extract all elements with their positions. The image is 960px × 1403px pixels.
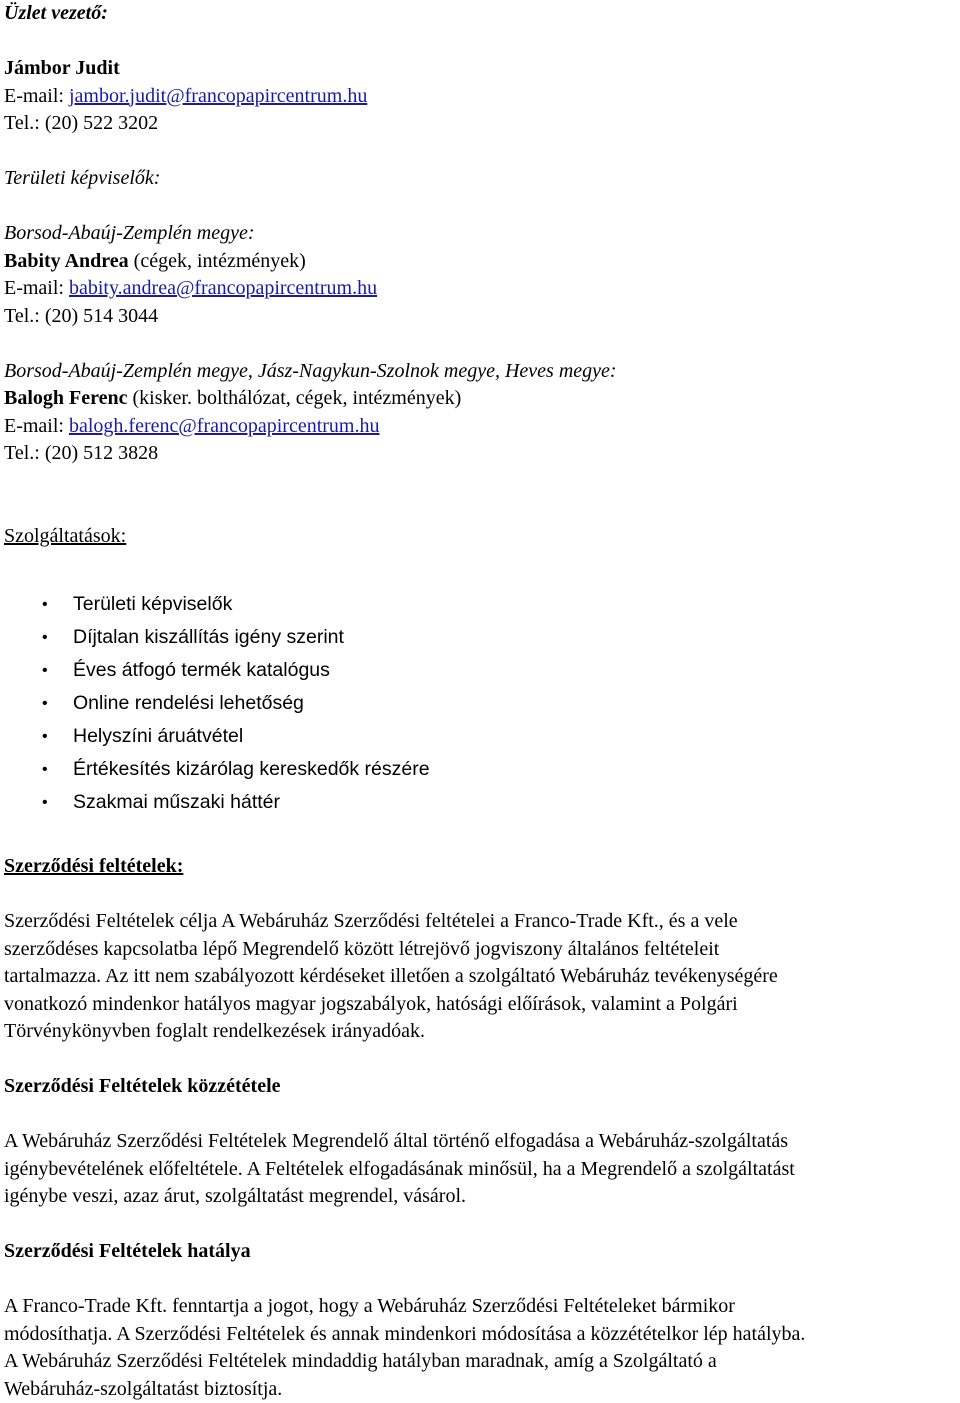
publication-line: igénybevételének előfeltétele. A Feltételek elfogadásának minősül, ha a Megrendelő a szolgáltatást [4, 1156, 956, 1184]
terms-intro-line: tartalmazza. Az itt nem szabályozott kérdéseket illetően a szolgáltató Webáruház tevékenységére [4, 963, 956, 991]
rep-email-link[interactable]: balogh.ferenc@francopapircentrum.hu [69, 415, 380, 437]
terms-intro-line: szerződéses kapcsolatba lépő Megrendelő között létrejövő jogviszony általános feltételeit [4, 936, 956, 964]
phone-value: : (20) 512 3828 [34, 442, 158, 464]
manager-name: Jámbor Judit [4, 55, 956, 83]
services-list [4, 588, 956, 819]
phone-label: Tel. [4, 442, 34, 464]
service-label: Díjtalan kiszállítás igény szerint [73, 626, 344, 648]
manager-email-link[interactable]: jambor.judit@francopapircentrum.hu [69, 85, 367, 107]
list-item [4, 786, 956, 819]
reps-heading: Területi képviselők: [4, 165, 956, 193]
email-label: E-mail: [4, 85, 69, 107]
rep-name-line [4, 248, 956, 276]
rep-email-line [4, 413, 956, 441]
rep-email-line [4, 275, 956, 303]
publication-line: igénybe veszi, azaz árut, szolgáltatást megrendel, vásárol. [4, 1183, 956, 1211]
rep-phone-line [4, 303, 956, 331]
effect-line: módosíthatja. A Szerződési Feltételek és annak mindenkori módosítása a közzétételkor lép hatályba. [4, 1321, 956, 1349]
rep-name: Babity Andrea [4, 250, 129, 272]
service-label: Éves átfogó termék katalógus [73, 659, 330, 681]
list-item [4, 687, 956, 720]
service-label: Szakmai műszaki háttér [73, 791, 280, 813]
bullet-icon: • [42, 654, 48, 687]
phone-value: : (20) 522 3202 [34, 112, 158, 134]
bullet-icon: • [42, 588, 48, 621]
phone-label: Tel. [4, 305, 34, 327]
terms-intro-line: Törvénykönyvben foglalt rendelkezések irányadóak. [4, 1018, 956, 1046]
list-item [4, 588, 956, 621]
bullet-icon: • [42, 687, 48, 720]
list-item [4, 753, 956, 786]
services-heading: Szolgáltatások: [4, 523, 956, 551]
publication-line: A Webáruház Szerződési Feltételek Megrendelő által történő elfogadása a Webáruház-szolgáltatás [4, 1128, 956, 1156]
rep-name: Balogh Ferenc [4, 387, 128, 409]
bullet-icon: • [42, 753, 48, 786]
terms-intro-line: Szerződési Feltételek célja A Webáruház Szerződési feltételei a Franco-Trade Kft., és a vele [4, 908, 956, 936]
rep-region: Borsod-Abaúj-Zemplén megye: [4, 220, 956, 248]
phone-label: Tel. [4, 112, 34, 134]
terms-intro-line: vonatkozó mindenkor hatályos magyar jogszabályok, hatósági előírások, valamint a Polgári [4, 991, 956, 1019]
rep-phone-line [4, 440, 956, 468]
manager-email-line [4, 83, 956, 111]
email-label: E-mail: [4, 415, 69, 437]
service-label: Online rendelési lehetőség [73, 692, 304, 714]
bullet-icon: • [42, 786, 48, 819]
effect-line: Webáruház-szolgáltatást biztosítja. [4, 1376, 956, 1403]
effect-line: A Franco-Trade Kft. fenntartja a jogot, hogy a Webáruház Szerződési Feltételeket bármikor [4, 1293, 956, 1321]
rep-email-link[interactable]: babity.andrea@francopapircentrum.hu [69, 277, 377, 299]
manager-phone-line [4, 110, 956, 138]
phone-value: : (20) 514 3044 [34, 305, 158, 327]
manager-heading: Üzlet vezető: [4, 0, 956, 28]
rep-scope: (cégek, intézmények) [129, 250, 306, 272]
effect-heading: Szerződési Feltételek hatálya [4, 1238, 956, 1266]
service-label: Területi képviselők [73, 593, 232, 615]
list-item [4, 654, 956, 687]
list-item [4, 720, 956, 753]
bullet-icon: • [42, 621, 48, 654]
service-label: Értékesítés kizárólag kereskedők részére [73, 758, 430, 780]
service-label: Helyszíni áruátvétel [73, 725, 243, 747]
list-item [4, 621, 956, 654]
bullet-icon: • [42, 720, 48, 753]
terms-heading: Szerződési feltételek: [4, 853, 956, 881]
rep-scope: (kisker. bolthálózat, cégek, intézmények) [128, 387, 462, 409]
email-label: E-mail: [4, 277, 69, 299]
effect-line: A Webáruház Szerződési Feltételek mindaddig hatályban maradnak, amíg a Szolgáltató a [4, 1348, 956, 1376]
rep-name-line [4, 385, 956, 413]
rep-region: Borsod-Abaúj-Zemplén megye, Jász-Nagykun-Szolnok megye, Heves megye: [4, 358, 956, 386]
publication-heading: Szerződési Feltételek közzététele [4, 1073, 956, 1101]
